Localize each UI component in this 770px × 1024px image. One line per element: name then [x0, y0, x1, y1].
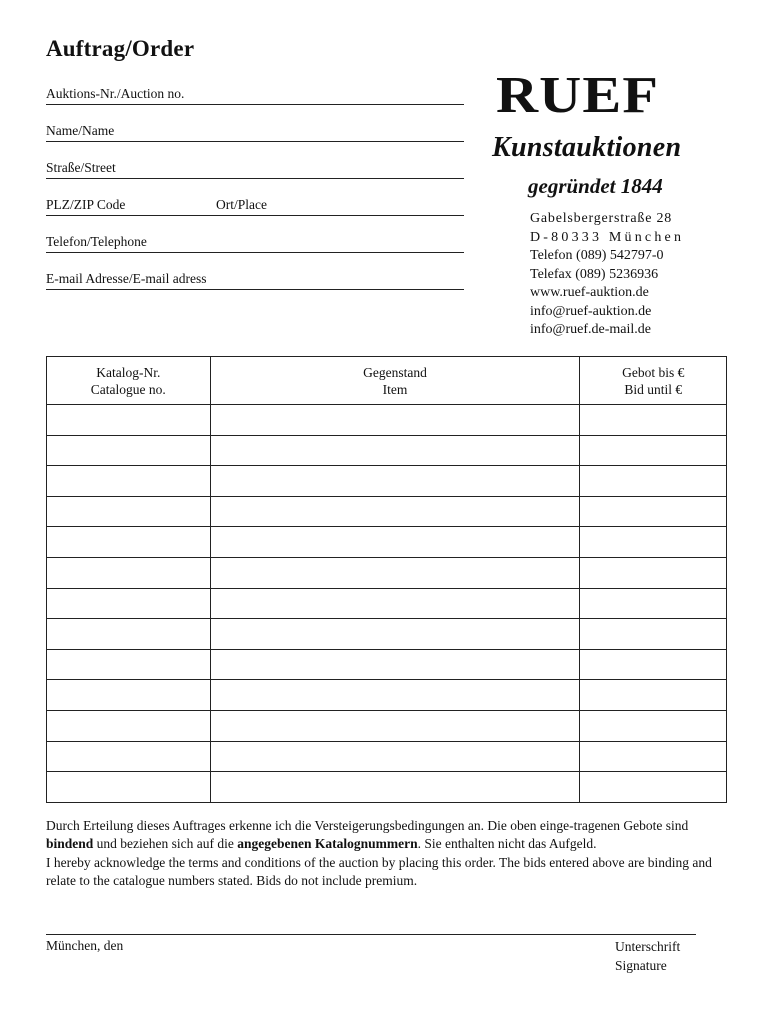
table-row: [47, 557, 727, 588]
table-row: [47, 710, 727, 741]
signature-label-en: Signature: [615, 957, 667, 973]
street-label: Straße/Street: [46, 160, 116, 175]
phone-label: Telefon/Telephone: [46, 234, 147, 249]
table-row: [47, 466, 727, 497]
catalogue-no-cell[interactable]: [47, 649, 211, 680]
catalogue-no-cell[interactable]: [47, 710, 211, 741]
company-address: [530, 210, 684, 340]
bid-cell[interactable]: [580, 680, 727, 711]
bid-cell[interactable]: [580, 588, 727, 619]
item-cell[interactable]: [210, 680, 580, 711]
place-label: Ort/Place: [216, 197, 267, 212]
bid-cell[interactable]: [580, 496, 727, 527]
bid-cell[interactable]: [580, 772, 727, 803]
catalogue-no-cell[interactable]: [47, 496, 211, 527]
email-label: E-mail Adresse/E-mail adress: [46, 271, 207, 286]
street-field[interactable]: [46, 158, 464, 179]
order-table: [46, 356, 727, 803]
table-header-row: [47, 357, 727, 405]
terms-en: I hereby acknowledge the terms and conditions of the auction by placing this order. The bids entered above are binding and relate to the catalogue numbers stated. Bids do not include premium.: [46, 854, 712, 889]
terms-de-part1: Durch Erteilung dieses Auftrages erkenne ich die Versteigerungsbedingungen an. Die oben einge-tragenen Gebote sind: [46, 818, 689, 833]
signature-label: [615, 938, 680, 975]
auction-no-field[interactable]: [46, 84, 464, 105]
item-cell[interactable]: [210, 405, 580, 436]
bid-cell[interactable]: [580, 741, 727, 772]
bid-cell[interactable]: [580, 710, 727, 741]
name-field[interactable]: [46, 121, 464, 142]
header-item: [210, 357, 580, 405]
catalogue-no-cell[interactable]: [47, 557, 211, 588]
bid-cell[interactable]: [580, 405, 727, 436]
ruef-logo: RUEF: [496, 67, 660, 124]
item-cell[interactable]: [210, 710, 580, 741]
header-bid-de: Gebot bis €: [622, 364, 685, 380]
company-subtitle: Kunstauktionen: [492, 132, 682, 163]
table-row: [47, 619, 727, 650]
terms-de-part2: und beziehen sich auf die: [93, 836, 238, 852]
founded-text: gegründet 1844: [528, 174, 663, 198]
zip-place-field[interactable]: [46, 195, 464, 216]
item-cell[interactable]: [210, 557, 580, 588]
bid-cell[interactable]: [580, 435, 727, 466]
address-phone: Telefon (089) 542797-0: [530, 248, 664, 263]
auction-no-label: Auktions-Nr./Auction no.: [46, 86, 185, 101]
header-catalogue-en: Catalogue no.: [90, 381, 166, 397]
signature-line[interactable]: [46, 934, 696, 935]
city-date-label: München, den: [46, 938, 124, 953]
bid-cell[interactable]: [580, 649, 727, 680]
table-row: [47, 741, 727, 772]
catalogue-no-cell[interactable]: [47, 405, 211, 436]
terms-de-part3: . Sie enthalten nicht das Aufgeld.: [417, 836, 597, 852]
catalogue-no-cell[interactable]: [47, 741, 211, 772]
bid-cell[interactable]: [580, 619, 727, 650]
email-field[interactable]: [46, 269, 464, 290]
address-street: Gabelsbergerstraße 28: [530, 211, 673, 226]
item-cell[interactable]: [210, 527, 580, 558]
header-catalogue-no: [47, 357, 211, 405]
table-row: [47, 680, 727, 711]
table-row: [47, 435, 727, 466]
bid-cell[interactable]: [580, 466, 727, 497]
name-label: Name/Name: [46, 123, 115, 138]
table-row: [47, 772, 727, 803]
bid-cell[interactable]: [580, 527, 727, 558]
item-cell[interactable]: [210, 496, 580, 527]
item-cell[interactable]: [210, 588, 580, 619]
catalogue-no-cell[interactable]: [47, 680, 211, 711]
catalogue-no-cell[interactable]: [47, 435, 211, 466]
bid-cell[interactable]: [580, 557, 727, 588]
header-catalogue-de: Katalog-Nr.: [96, 364, 161, 380]
catalogue-no-cell[interactable]: [47, 588, 211, 619]
table-row: [47, 496, 727, 527]
order-table-body: [47, 405, 727, 803]
table-row: [47, 405, 727, 436]
table-row: [47, 527, 727, 558]
header-item-de: Gegenstand: [363, 364, 427, 380]
table-row: [47, 649, 727, 680]
item-cell[interactable]: [210, 741, 580, 772]
catalogue-no-cell[interactable]: [47, 772, 211, 803]
header-item-en: Item: [382, 381, 408, 397]
address-email-2: info@ruef.de-mail.de: [530, 322, 651, 337]
zip-label: PLZ/ZIP Code: [46, 197, 126, 212]
item-cell[interactable]: [210, 466, 580, 497]
item-cell[interactable]: [210, 619, 580, 650]
signature-label-de: Unterschrift: [615, 939, 681, 954]
catalogue-no-cell[interactable]: [47, 619, 211, 650]
catalogue-no-cell[interactable]: [47, 466, 211, 497]
item-cell[interactable]: [210, 435, 580, 466]
address-fax: Telefax (089) 5236936: [530, 266, 659, 282]
terms-de-bold-binding: bindend: [46, 836, 94, 852]
address-city: D-80333 München: [530, 229, 685, 245]
item-cell[interactable]: [210, 649, 580, 680]
phone-field[interactable]: [46, 232, 464, 253]
address-email-1: info@ruef-auktion.de: [530, 303, 652, 319]
address-web: www.ruef-auktion.de: [530, 285, 649, 300]
header-bid: [580, 357, 727, 405]
catalogue-no-cell[interactable]: [47, 527, 211, 558]
terms-de-bold-catalogue: angegebenen Katalognummern: [237, 836, 418, 852]
item-cell[interactable]: [210, 772, 580, 803]
form-title: Auftrag/Order: [46, 36, 195, 61]
table-row: [47, 588, 727, 619]
header-bid-en: Bid until €: [624, 381, 683, 397]
terms-text: [46, 817, 726, 891]
